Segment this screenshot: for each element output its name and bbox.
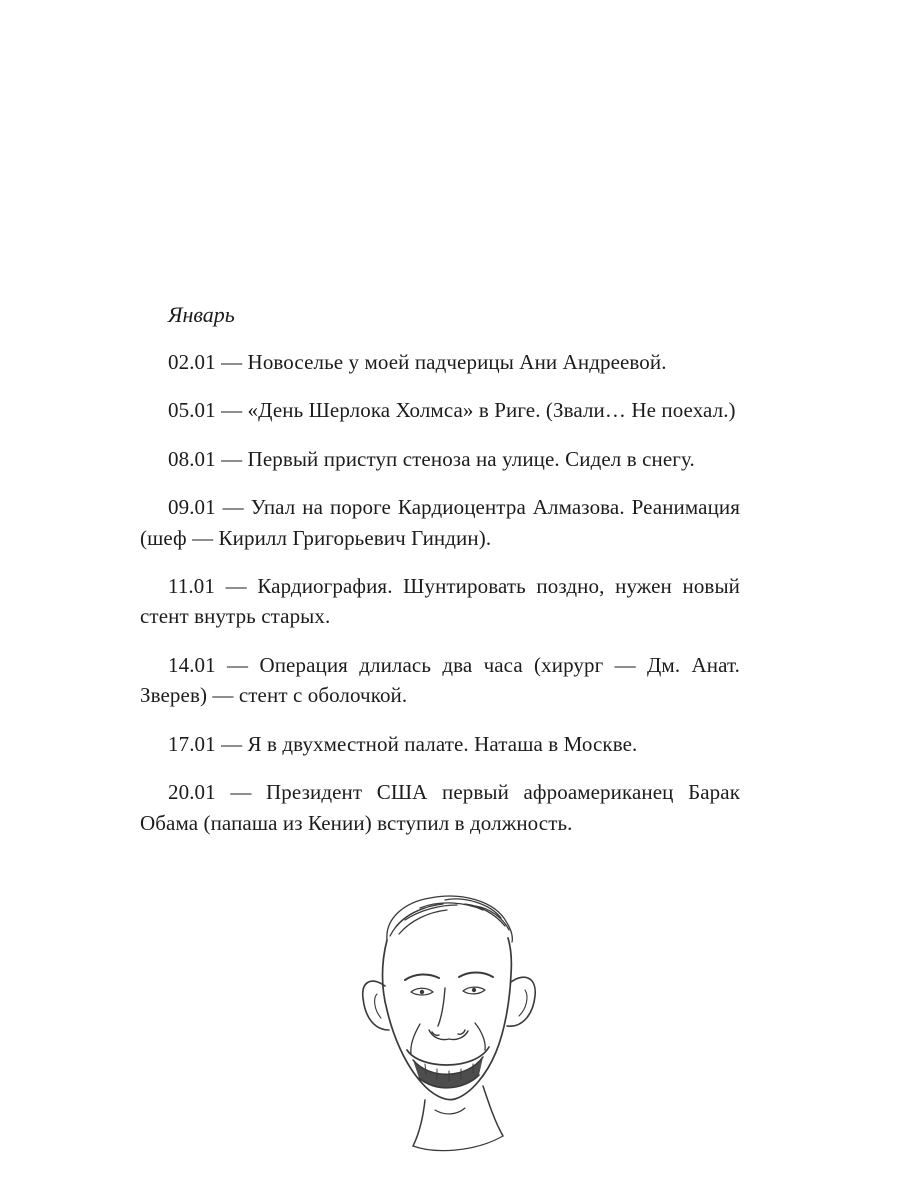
diary-entry: 02.01 — Новоселье у моей падчерицы Ани Андреевой. [168,349,667,374]
diary-text-block [140,300,740,856]
diary-entry: 11.01 — Кардиография. Шунтировать поздно, нужен новый стент внутрь старых. [140,573,740,629]
eyebrows [405,973,493,981]
diary-entry: 14.01 — Операция длилась два часа (хирург — Дм. Анат. Зверев) — стент с оболочкой. [140,652,740,708]
obama-caricature-illustration [0,878,900,1168]
eyes [411,987,485,995]
nose [429,988,468,1040]
diary-entry: 17.01 — Я в двухместной палате. Наташа в Москве. [168,731,638,756]
smile-folds [411,1023,485,1054]
diary-entry: 08.01 — Первый приступ стеноза на улице. Сидел в снегу. [168,446,695,471]
diary-entry: 05.01 — «День Шерлока Холмса» в Риге. (Звали… Не поехал.) [168,398,736,423]
section-heading-january: Январь [168,302,235,327]
diary-entry: 20.01 — Президент США первый афроамериканец Барак Обама (папаша из Кении) вступил в должность. [140,780,740,835]
diary-entry: 09.01 — Упал на пороге Кардиоцентра Алмазова. Реанимация (шеф — Кирилл Григорьевич Гиндин). [140,495,740,550]
chin-crease [435,1108,465,1114]
neck-collar [413,1086,503,1151]
mouth [407,1047,489,1088]
hair-sketch [387,896,512,942]
caricature-sketch-svg [325,878,575,1168]
